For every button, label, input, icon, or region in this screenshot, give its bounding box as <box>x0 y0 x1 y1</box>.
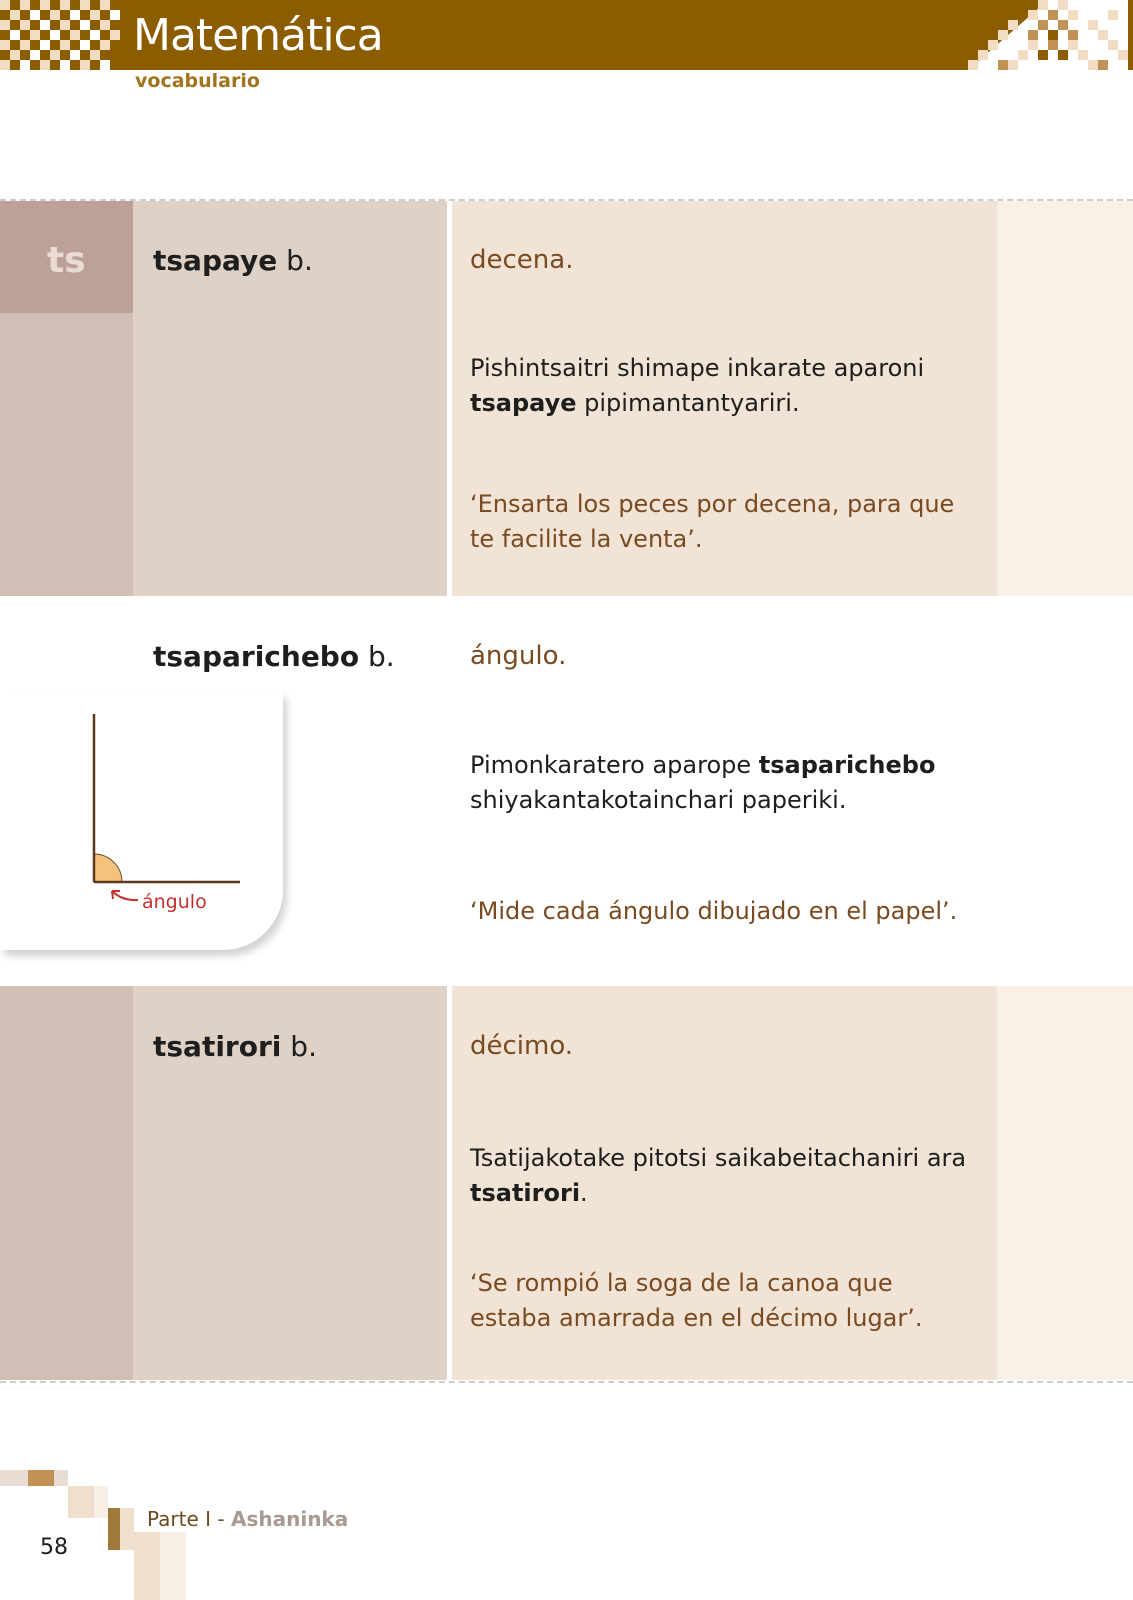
entry-term <box>153 1030 317 1064</box>
divider-bottom <box>0 1381 1133 1383</box>
entry-term <box>153 640 395 674</box>
margin-column <box>997 986 1133 1380</box>
example-text-end: pipimantantyariri. <box>576 389 800 417</box>
example-text-end: . <box>580 1179 588 1207</box>
page-number: 58 <box>40 1535 68 1560</box>
example-text: Pimonkaratero aparope <box>470 751 759 779</box>
part-label: Parte I - <box>147 1507 231 1531</box>
entry-example <box>470 351 970 421</box>
entry-meaning: decena. <box>470 245 574 275</box>
margin-column <box>997 201 1133 596</box>
footer-pattern <box>0 1470 190 1600</box>
page-subtitle: vocabulario <box>135 70 260 92</box>
entry-meaning: décimo. <box>470 1031 574 1061</box>
example-term: tsapaye <box>470 389 577 417</box>
woven-pattern-right <box>968 0 1128 70</box>
page-title: Matemática <box>133 10 383 61</box>
term-word: tsatirori <box>153 1030 282 1063</box>
term-pos: b. <box>281 1030 317 1063</box>
entry-term <box>153 244 313 278</box>
example-text: Tsatijakotake pitotsi saikabeitachaniri ara <box>470 1144 967 1172</box>
section-letter: ts <box>47 240 86 281</box>
entry-translation: ‘Se rompió la soga de la canoa que estaba amarrada en el décimo lugar’. <box>470 1269 923 1332</box>
footer-part-label <box>147 1509 348 1529</box>
example-text-end: shiyakantakotainchari paperiki. <box>470 786 847 814</box>
term-word: tsaparichebo <box>153 640 360 673</box>
term-pos: b. <box>277 244 313 277</box>
example-term: tsaparichebo <box>758 751 936 779</box>
example-text: Pishintsaitri shimape inkarate aparoni <box>470 354 925 382</box>
letter-tab <box>0 201 133 313</box>
language-label: Ashaninka <box>230 1507 349 1531</box>
entry-translation: ‘Ensarta los peces por decena, para que te facilite la venta’. <box>470 490 955 553</box>
letter-column <box>0 986 133 1380</box>
term-pos: b. <box>359 640 395 673</box>
example-term: tsatirori <box>470 1179 581 1207</box>
entry-example <box>470 748 970 818</box>
entry-translation: ‘Mide cada ángulo dibujado en el papel’. <box>470 897 958 925</box>
entry-example <box>470 1141 970 1211</box>
term-word: tsapaye <box>153 244 278 277</box>
woven-pattern-left <box>0 0 122 70</box>
angle-label: ángulo <box>142 891 207 913</box>
entry-meaning: ángulo. <box>470 641 567 671</box>
